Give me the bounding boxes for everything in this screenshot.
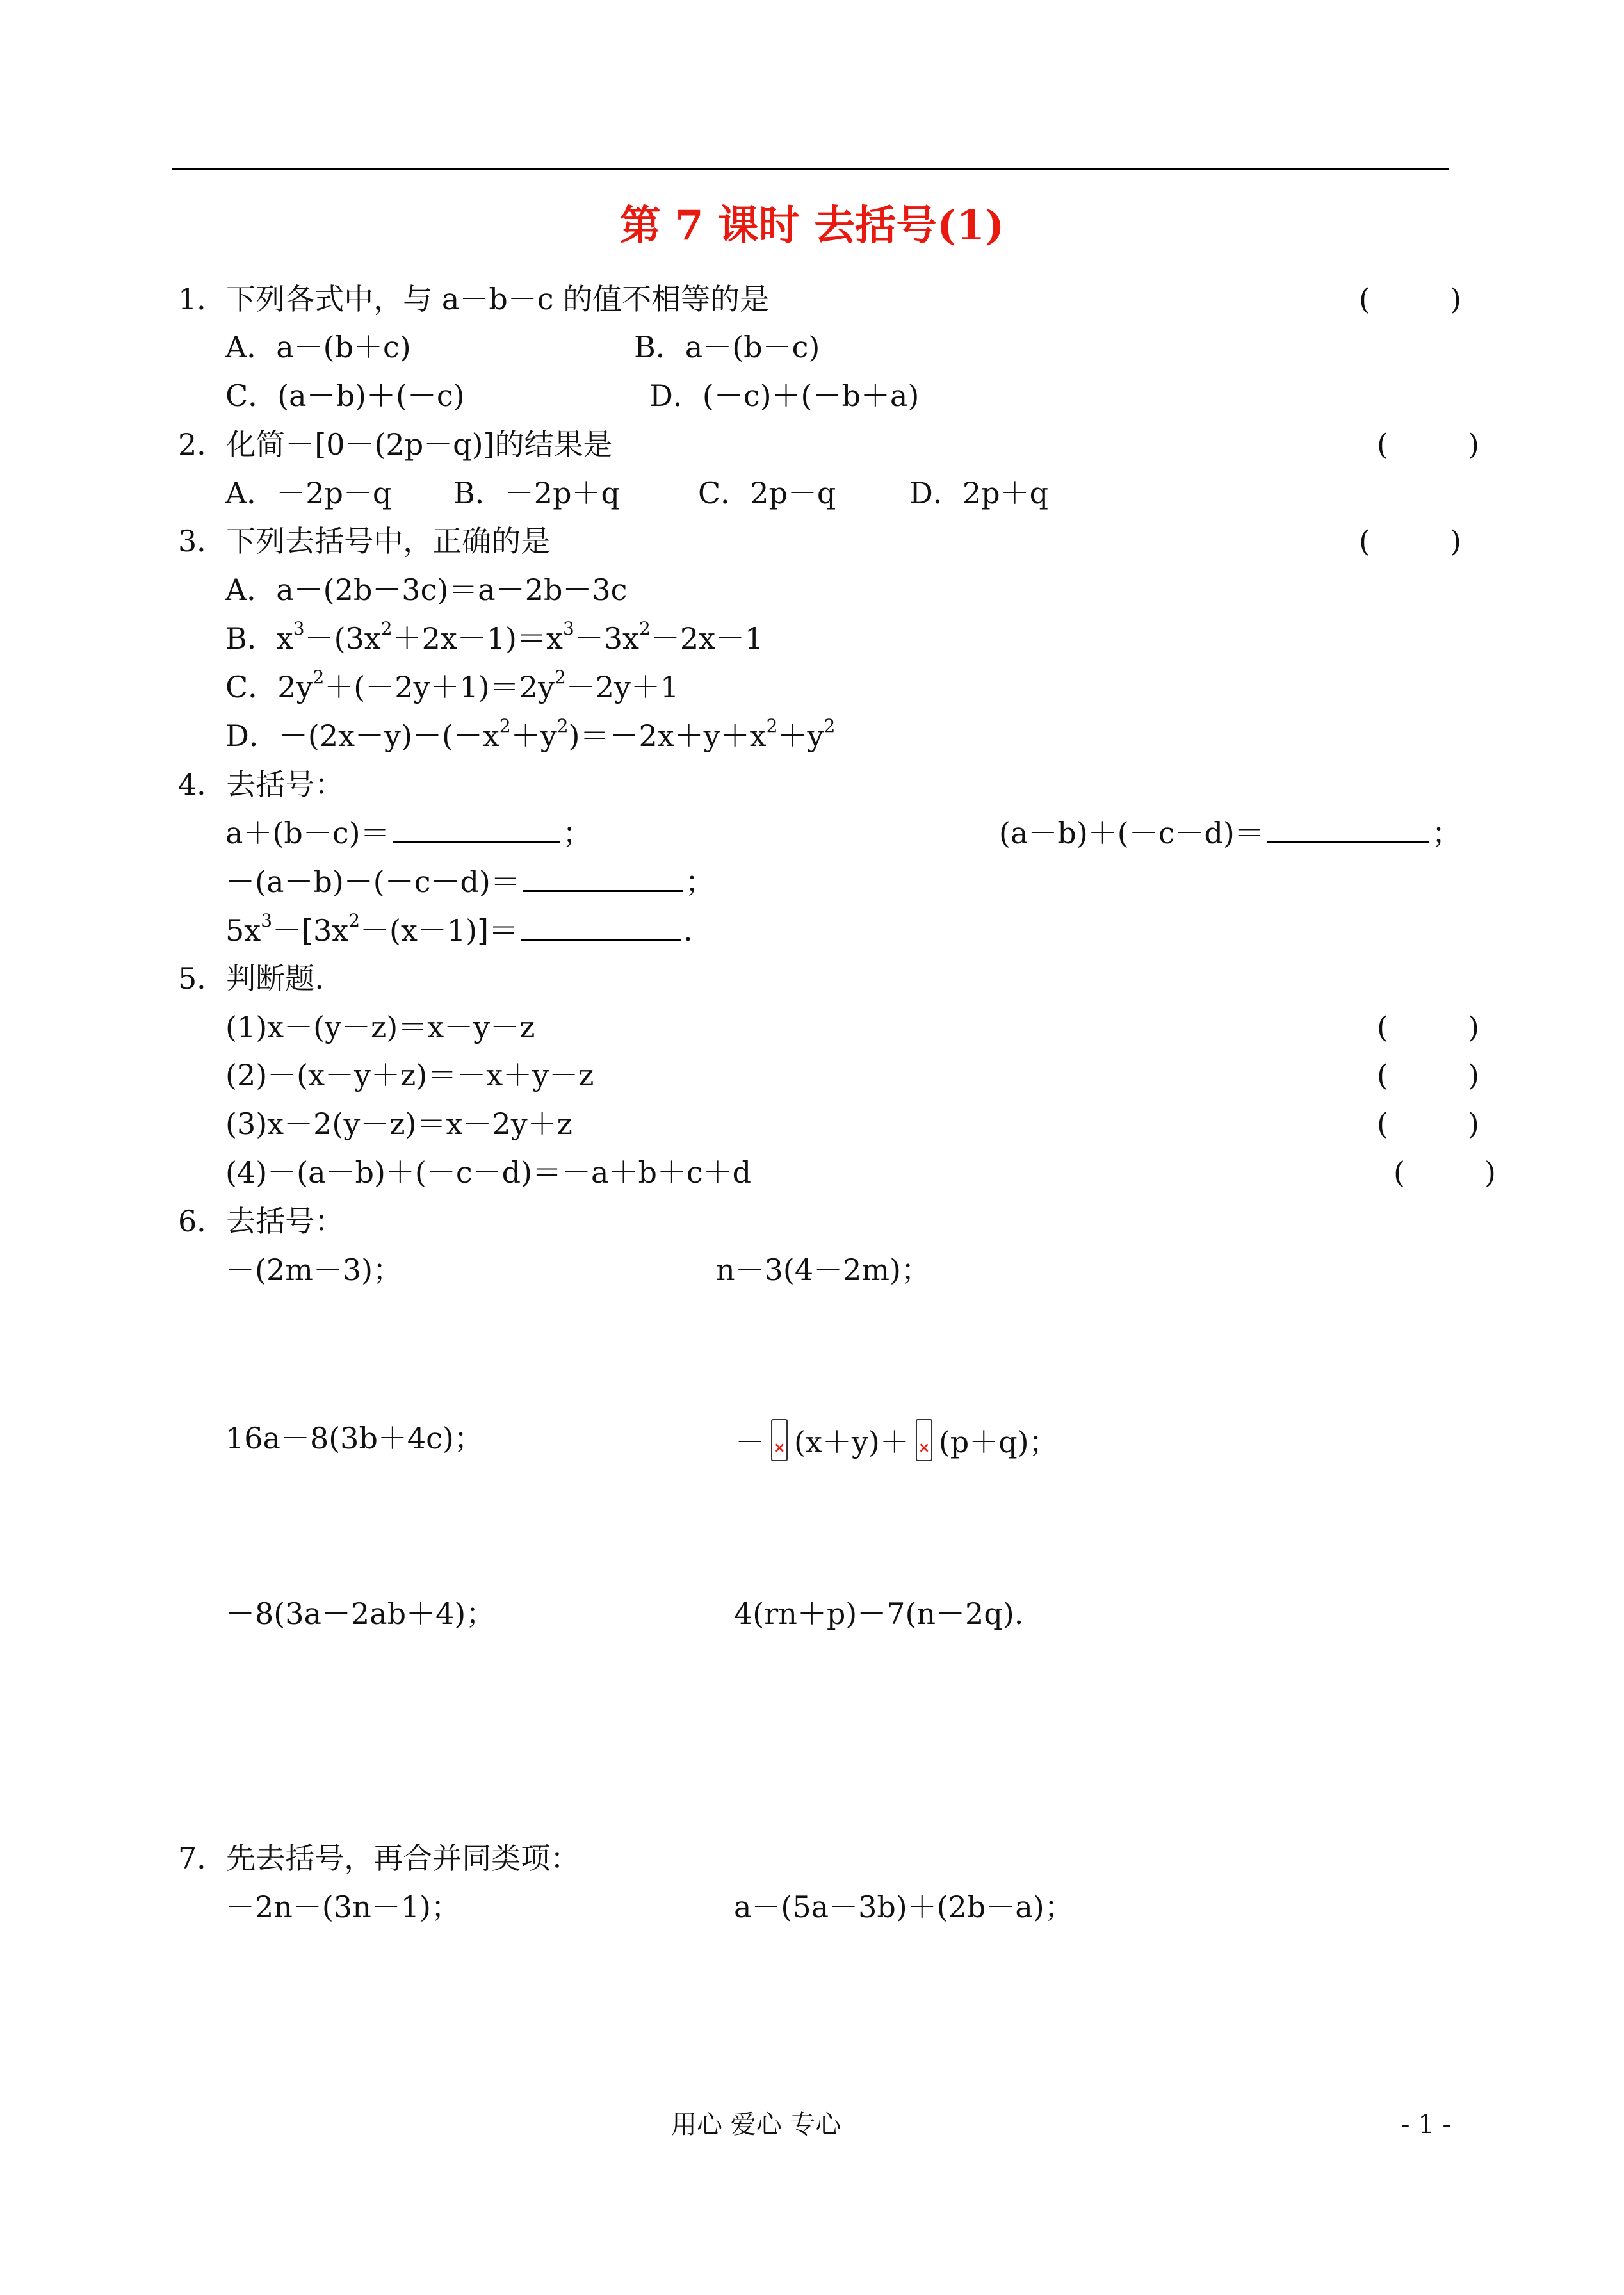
q1-option-c: C．(a－b)＋(－c) [225,378,465,413]
q4-expr-c: －(a－b)－(－c－d)＝ ； [225,862,715,901]
q4-blank-c[interactable] [523,862,683,892]
q3-stem: 3．下列去括号中，正确的是 [178,524,551,558]
q2-stem: 2．化简－[0－(2p－q)]的结果是 [178,427,613,462]
q4-expr-b: (a－b)＋(－c－d)＝ ； [999,813,1461,852]
q4-blank-a[interactable] [393,813,560,843]
q5-paren-1: ( ) [1377,1010,1479,1044]
q7-stem: 7．先去括号，再合并同类项： [178,1841,580,1876]
q2-option-a: A．－2p－q [225,476,392,510]
q2-answer-paren: ( ) [1377,427,1479,462]
q4-expr-a: a＋(b－c)＝ ； [225,813,592,852]
q3-option-b: B．$x^3-(3x^2+2x-1)=x^3-3x^2-2x-1$ [225,618,764,656]
q1-option-a: A．a－(b＋c) [225,330,411,364]
q6-expr-6: 4(rn＋p)－7(n－2q). [734,1596,1024,1631]
q1-option-d: D．(－c)＋(－b＋a) [649,378,920,413]
q3-option-c: C．$2y^2+(-2y+1)=2y^2-2y+1$ [225,667,679,704]
footer-slogan: 用心 爱心 专心 [671,2110,841,2139]
q3-option-d: D．$-(2x-y)-(-x^2+y^2)=-2x+y+x^2+y^2$ [225,715,836,753]
q5-stem: 5．判断题. [178,961,324,996]
q4-stem: 4．去括号： [178,767,345,802]
q4-expr-d: $5x^3-[3x^2-(x-1)]=$ . [225,910,693,948]
q6-expr-3: 16a－8(3b＋4c)； [225,1421,483,1456]
q2-option-d: D．2p＋q [909,476,1049,510]
broken-image-icon [916,1419,932,1461]
q5-item-4: (4)－(a－b)＋(－c－d)＝－a＋b＋c＋d [225,1155,752,1190]
q1-stem: 1．下列各式中，与 a－b－c 的值不相等的是 [178,282,770,316]
page-number: - 1 - [1401,2110,1451,2139]
q1-option-b: B．a－(b－c) [634,330,820,364]
q5-paren-3: ( ) [1377,1107,1479,1141]
q5-item-1: (1)x－(y－z)＝x－y－z [225,1010,535,1044]
q3-answer-paren: ( ) [1359,524,1461,558]
q6-expr-5: －8(3a－2ab＋4)； [225,1596,496,1631]
q3-option-a: A．a－(2b－3c)＝a－2b－3c [225,572,628,607]
q5-item-2: (2)－(x－y＋z)＝－x＋y－z [225,1058,594,1092]
q6-expr-4: －× (x＋y)＋× (p＋q)； [735,1419,1059,1461]
broken-image-icon [771,1419,788,1461]
page-title: 第 7 课时 去括号(1) [619,202,1005,250]
q7-expr-1: －2n－(3n－1)； [225,1890,460,1924]
q5-item-3: (3)x－2(y－z)＝x－2y＋z [225,1107,572,1141]
q4-blank-d[interactable] [521,911,681,941]
q7-expr-2: a－(5a－3b)＋(2b－a)； [734,1890,1074,1924]
q6-expr-2: n－3(4－2m)； [716,1253,930,1287]
q2-option-b: B．－2p＋q [453,476,620,510]
q5-paren-2: ( ) [1377,1058,1479,1092]
q2-option-c: C．2p－q [698,476,836,510]
q4-blank-b[interactable] [1267,813,1429,843]
q1-answer-paren: ( ) [1359,282,1461,316]
q6-expr-1: －(2m－3)； [225,1253,403,1287]
header-rule [172,168,1449,170]
q5-paren-4: ( ) [1393,1155,1496,1190]
q6-stem: 6．去括号： [178,1204,345,1238]
